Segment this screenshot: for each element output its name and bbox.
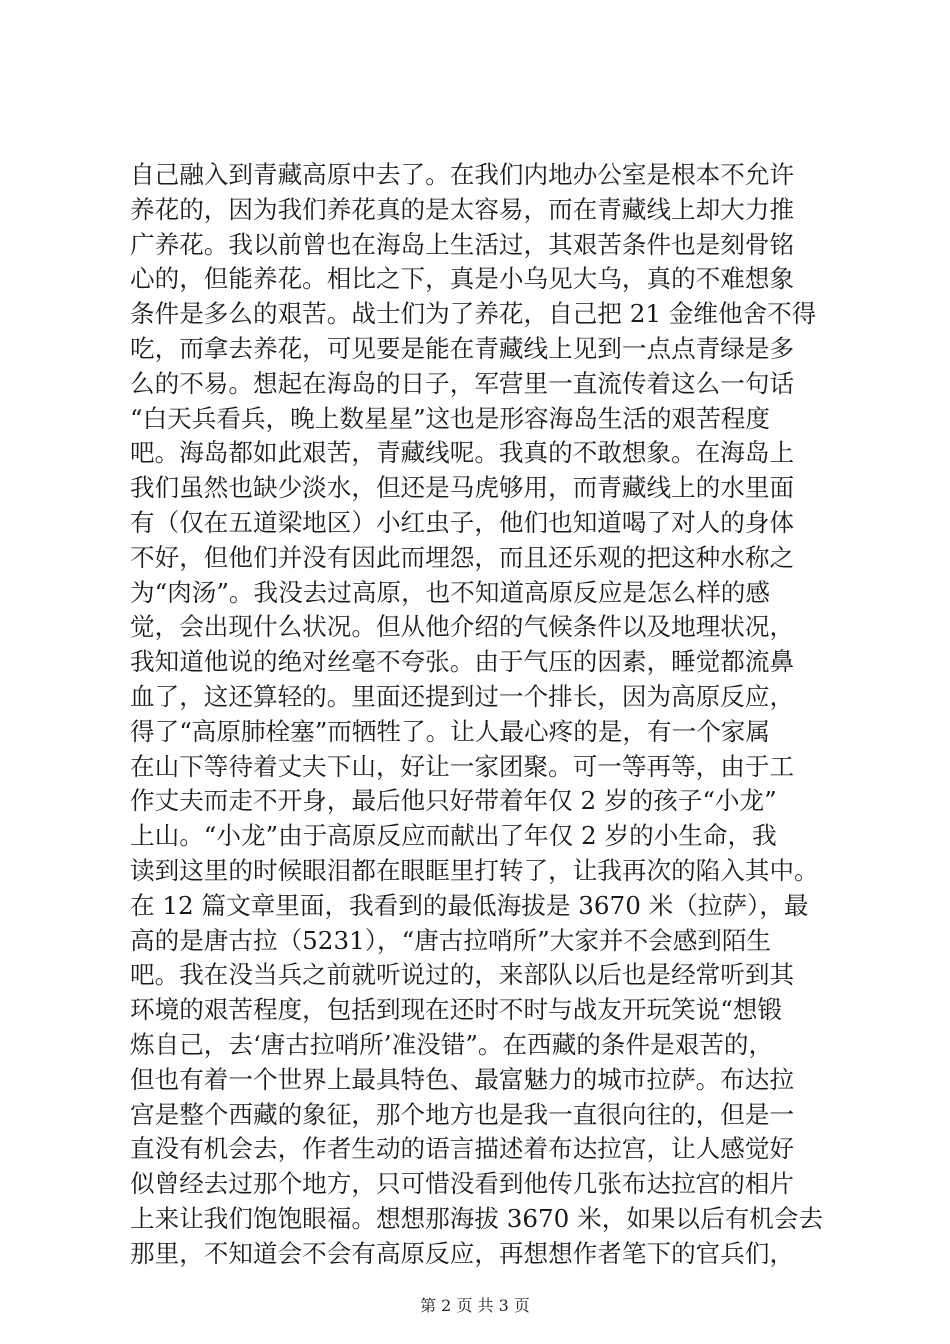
text-line: 上山。“小龙”由于高原反应而献出了年仅 2 岁的小生命，我 — [130, 821, 777, 851]
text-line: 条件是多么的艰苦。战士们为了养花，自己把 21 金维他舍不得 — [130, 299, 817, 329]
text-line: 在 12 篇文章里面，我看到的最低海拔是 3670 米（拉萨），最 — [130, 890, 809, 920]
text-line: 不好，但他们并没有因此而埋怨，而且还乐观的把这种水称之 — [130, 542, 795, 572]
text-line: 吧。海岛都如此艰苦，青藏线呢。我真的不敢想象。在海岛上 — [130, 438, 795, 468]
text-line: 在山下等待着丈夫下山，好让一家团聚。可一等再等，由于工 — [130, 751, 795, 781]
text-line: 自己融入到青藏高原中去了。在我们内地办公室是根本不允许 — [130, 160, 795, 189]
text-line: 作丈夫而走不开身，最后他只好带着年仅 2 岁的孩子“小龙” — [130, 786, 777, 816]
text-line: 得了“高原肺栓塞”而牺牲了。让人最心疼的是，有一个家属 — [130, 716, 770, 746]
text-line: 有（仅在五道梁地区）小红虫子，他们也知道喝了对人的身体 — [130, 507, 795, 537]
text-line: 宫是整个西藏的象征，那个地方也是我一直很向往的，但是一 — [130, 1099, 795, 1129]
text-line: 似曾经去过那个地方，只可惜没看到他传几张布达拉宫的相片 — [130, 1169, 795, 1199]
text-line: “白天兵看兵，晚上数星星”这也是形容海岛生活的艰苦程度 — [130, 403, 770, 433]
text-line: 心的，但能养花。相比之下，真是小乌见大乌，真的不难想象 — [130, 264, 795, 294]
text-line: 高的是唐古拉（5231），“唐古拉哨所”大家并不会感到陌生 — [130, 925, 772, 955]
text-line: 上来让我们饱饱眼福。想想那海拔 3670 米，如果以后有机会去 — [130, 1203, 824, 1233]
text-line: 直没有机会去，作者生动的语言描述着布达拉宫，让人感觉好 — [130, 1134, 795, 1164]
text-line: 血了，这还算轻的。里面还提到过一个排长，因为高原反应， — [130, 681, 795, 711]
text-line: 读到这里的时候眼泪都在眼眶里打转了，让我再次的陷入其中。 — [130, 855, 819, 885]
text-line: 炼自己，去‘唐古拉哨所’准没错”。在西藏的条件是艰苦的， — [130, 1029, 774, 1059]
body-text — [130, 158, 830, 1272]
text-line: 那里，不知道会不会有高原反应，再想想作者笔下的官兵们， — [130, 1238, 795, 1268]
text-line: 我知道他说的绝对丝毫不夸张。由于气压的因素，睡觉都流鼻 — [130, 647, 795, 677]
text-line: 我们虽然也缺少淡水，但还是马虎够用，而青藏线上的水里面 — [130, 473, 795, 503]
text-line: 吧。我在没当兵之前就听说过的，来部队以后也是经常听到其 — [130, 960, 795, 990]
text-line: 吃，而拿去养花，可见要是能在青藏线上见到一点点青绿是多 — [130, 333, 795, 363]
text-line: 养花的，因为我们养花真的是太容易，而在青藏线上却大力推 — [130, 194, 795, 224]
text-line: 环境的艰苦程度，包括到现在还时不时与战友开玩笑说“想锻 — [130, 995, 783, 1025]
text-line: 但也有着一个世界上最具特色、最富魅力的城市拉萨。布达拉 — [130, 1064, 795, 1094]
page-footer: 第 2 页 共 3 页 — [420, 1296, 530, 1315]
text-line: 为“肉汤”。我没去过高原，也不知道高原反应是怎么样的感 — [130, 577, 770, 607]
text-line: 觉，会出现什么状况。但从他介绍的气候条件以及地理状况， — [130, 612, 795, 642]
text-line: 么的不易。想起在海岛的日子，军营里一直流传着这么一句话 — [130, 368, 795, 398]
text-line: 广养花。我以前曾也在海岛上生活过，其艰苦条件也是刻骨铭 — [130, 229, 795, 259]
